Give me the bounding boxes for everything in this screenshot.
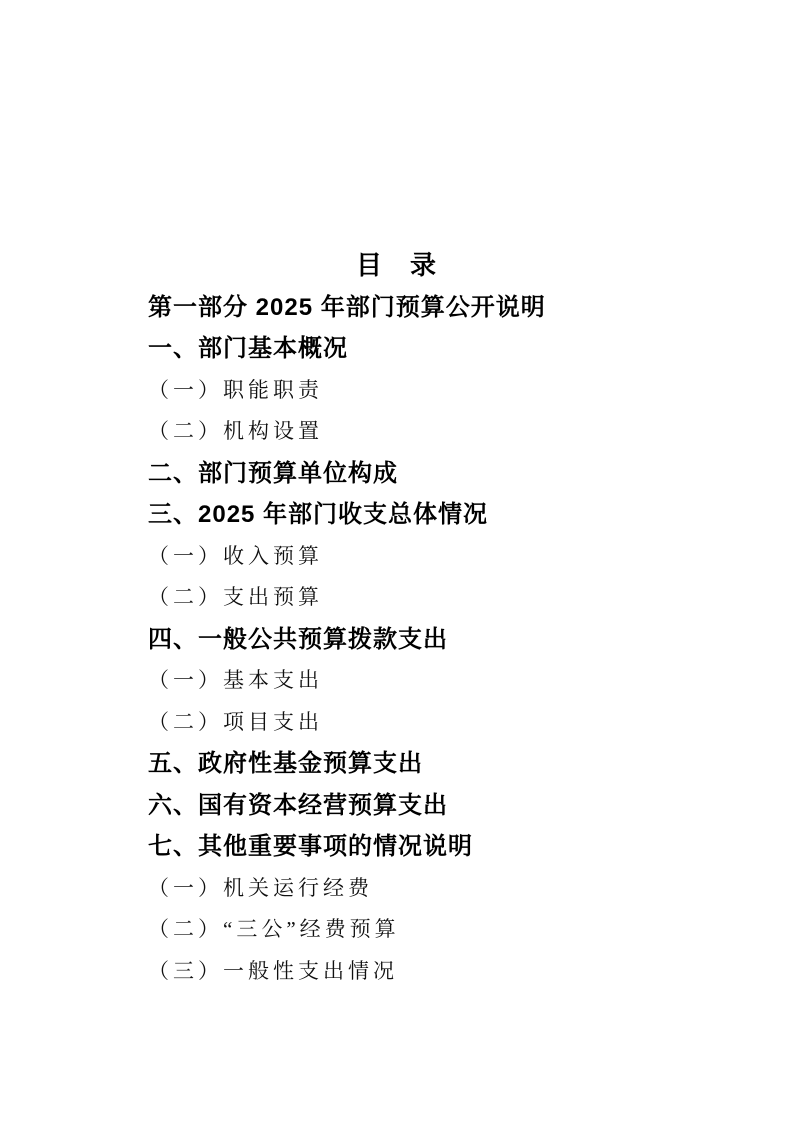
toc-entry-section5: 五、政府性基金预算支出 [148,750,423,777]
toc-entry-section3: 三、2025 年部门收支总体情况 [148,501,489,528]
toc-entry-section1-item1: （一）职能职责 [148,377,323,402]
toc-entry-section4: 四、一般公共预算拨款支出 [148,625,448,653]
toc-entry-section3-item2: （二）支出预算 [148,585,323,609]
toc-entry-section7-item2: （二）“三公”经费预算 [148,917,400,941]
toc-entry-section7-item3: （三）一般性支出情况 [148,958,398,983]
toc-entry-section4-item2: （二）项目支出 [148,709,323,734]
toc-entry-section2: 二、部门预算单位构成 [148,459,398,487]
toc-entry-section4-item1: （一）基本支出 [148,668,323,692]
toc-entry-part1: 第一部分 2025 年部门预算公开说明 [148,293,546,321]
toc-entry-section1: 一、部门基本概况 [148,335,348,362]
toc-title: 目 录 [355,250,437,280]
toc-entry-section1-item2: （二）机构设置 [148,419,323,443]
table-of-contents [0,245,793,992]
toc-entry-section6: 六、国有资本经营预算支出 [148,791,448,819]
toc-entry-section7-item1: （一）机关运行经费 [148,875,373,900]
toc-entry-section3-item1: （一）收入预算 [148,543,323,568]
toc-entry-section7: 七、其他重要事项的情况说明 [148,833,473,860]
